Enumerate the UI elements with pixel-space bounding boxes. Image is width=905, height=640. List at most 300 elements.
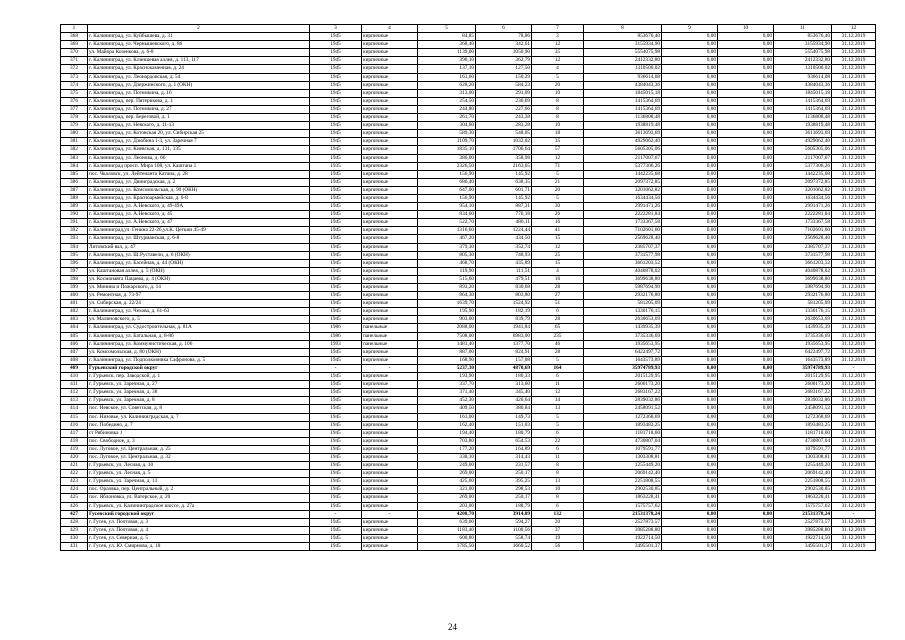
table-cell: 283,28 xyxy=(476,122,532,130)
table-cell: 31.12.2019 xyxy=(832,138,876,146)
table-cell: 5237,30 xyxy=(418,364,476,372)
table-cell: 35974789,93 xyxy=(774,364,832,372)
table-cell: 0,00 xyxy=(662,97,718,105)
table-cell: кирпичные xyxy=(362,41,418,49)
table-cell: 368,40 xyxy=(418,41,476,49)
table-cell: 31.12.2019 xyxy=(832,81,876,89)
table-cell: 1945 xyxy=(310,429,362,437)
table-cell: 1945 xyxy=(310,300,362,308)
table-cell: кирпичные xyxy=(362,421,418,429)
table-cell: ул. Минина и Пожарского, д. 14 xyxy=(88,284,310,292)
table-cell: 452,30 xyxy=(418,397,476,405)
table-cell: 1310500,02 xyxy=(774,65,832,73)
table-cell: 31.12.2019 xyxy=(832,49,876,57)
table-cell: 31.12.2019 xyxy=(832,57,876,65)
table-cell: 403 xyxy=(61,316,88,324)
table-cell: 0,00 xyxy=(718,122,774,130)
table-cell: 227,66 xyxy=(476,105,532,113)
table-cell: кирпичные xyxy=(362,478,418,486)
table-cell: - xyxy=(310,364,362,372)
table-cell: 703,80 xyxy=(418,437,476,445)
table-cell: 16 xyxy=(532,275,584,283)
table-cell: кирпичные xyxy=(362,186,418,194)
table-cell: 313,60 xyxy=(476,381,532,389)
table-cell: 12 xyxy=(532,57,584,65)
table-row xyxy=(61,381,876,389)
table-cell: 194,40 xyxy=(418,429,476,437)
table-cell: 31.12.2019 xyxy=(832,332,876,340)
table-cell: 161,60 xyxy=(418,73,476,81)
table-cell: кирпичные xyxy=(362,284,418,292)
table-cell: 2600173,20 xyxy=(584,381,662,389)
table-cell: 31.12.2019 xyxy=(832,324,876,332)
table-cell: 0,00 xyxy=(718,194,774,202)
table-cell: 1442235,68 xyxy=(584,170,662,178)
table-cell: 1845015,18 xyxy=(584,89,662,97)
table-cell: 1415364,69 xyxy=(774,97,832,105)
table-cell: 11 xyxy=(532,453,584,461)
table-cell: 1330176,15 xyxy=(584,308,662,316)
table-cell: 1945 xyxy=(310,462,362,470)
table-cell: 31.12.2019 xyxy=(832,73,876,81)
table-cell: 853676,40 xyxy=(584,33,662,41)
table-cell: 0,00 xyxy=(718,89,774,97)
table-cell: 31.12.2019 xyxy=(832,405,876,413)
table-row xyxy=(61,437,876,445)
table-cell: 0,00 xyxy=(718,332,774,340)
table-cell: 3155934,90 xyxy=(774,41,832,49)
table-cell: 21531378,24 xyxy=(774,510,832,518)
table-cell: 57 xyxy=(532,146,584,154)
table-cell: 1893483,25 xyxy=(774,421,832,429)
table-cell: 1330176,15 xyxy=(774,308,832,316)
table-cell: 392 xyxy=(61,227,88,235)
table-cell: 13 xyxy=(532,405,584,413)
table-cell: 0,00 xyxy=(718,130,774,138)
table-cell: 1945 xyxy=(310,397,362,405)
table-cell: 0,00 xyxy=(662,89,718,97)
table-cell: 358,98 xyxy=(476,154,532,162)
table-cell: 372 xyxy=(61,65,88,73)
table-cell: 1945 xyxy=(310,57,362,65)
table-cell: 10 xyxy=(532,486,584,494)
table-cell: 4 xyxy=(532,65,584,73)
table-cell: 654,53 xyxy=(476,437,532,445)
table-cell: 401 xyxy=(61,300,88,308)
table-cell: 31.12.2019 xyxy=(832,203,876,211)
table-cell: 1945 xyxy=(310,453,362,461)
table-cell: 426 xyxy=(61,502,88,510)
table-cell: 370 xyxy=(61,49,88,57)
table-cell: 0,00 xyxy=(662,130,718,138)
table-cell: 7102601,60 xyxy=(774,227,832,235)
table-cell: 1845015,18 xyxy=(774,89,832,97)
table-cell: 2630653,69 xyxy=(584,316,662,324)
table-cell: 1945 xyxy=(310,421,362,429)
table-cell: 18 xyxy=(532,130,584,138)
table-cell: кирпичные xyxy=(362,130,418,138)
table-cell: г. Калининград, ул. Коммунистическая, д. 106 xyxy=(88,340,310,348)
table-cell: кирпичные xyxy=(362,259,418,267)
page-number: 24 xyxy=(448,622,457,632)
table-row xyxy=(61,284,876,292)
table-cell: 111,51 xyxy=(476,267,532,275)
table-cell: 5605305,06 xyxy=(584,146,662,154)
table-cell: 0,00 xyxy=(662,308,718,316)
table-cell: 411 xyxy=(61,381,88,389)
table-cell: 1945 xyxy=(310,526,362,534)
table-cell: 2251808,55 xyxy=(584,478,662,486)
table-cell: 3735336,69 xyxy=(584,332,662,340)
table-cell: 31.12.2019 xyxy=(832,429,876,437)
table-cell: 25 xyxy=(532,251,584,259)
table-cell: 584,23 xyxy=(476,81,532,89)
table-cell: 0,00 xyxy=(718,203,774,211)
table-cell: 269,00 xyxy=(418,494,476,502)
table-cell: 405 xyxy=(61,332,88,340)
table-cell: 30 xyxy=(532,203,584,211)
table-cell: 31.12.2019 xyxy=(832,470,876,478)
table-row xyxy=(61,235,876,243)
table-cell: 2458091,52 xyxy=(774,405,832,413)
table-cell: 1945 xyxy=(310,203,362,211)
table-cell: 805,30 xyxy=(418,251,476,259)
table-cell: кирпичные xyxy=(362,178,418,186)
table-row xyxy=(61,300,876,308)
table-cell: кирпичные xyxy=(362,534,418,542)
table-cell: 1945 xyxy=(310,381,362,389)
table-cell: 0,00 xyxy=(662,122,718,130)
table-cell: 31.12.2019 xyxy=(832,105,876,113)
table-cell: 4040878,02 xyxy=(584,267,662,275)
table-cell: 0,00 xyxy=(718,502,774,510)
table-cell: 2991471,26 xyxy=(774,203,832,211)
table-cell: 0,00 xyxy=(662,494,718,502)
table-cell: 374 xyxy=(61,81,88,89)
table-cell: 0,00 xyxy=(718,178,774,186)
table-cell: 479,51 xyxy=(476,275,532,283)
table-cell: 581205,09 xyxy=(774,300,832,308)
table-cell: 0,00 xyxy=(718,478,774,486)
table-cell: 149,73 xyxy=(476,413,532,421)
table-cell: 31.12.2019 xyxy=(832,316,876,324)
table-cell: 31.12.2019 xyxy=(832,340,876,348)
table-cell: 2630653,69 xyxy=(774,316,832,324)
table-cell: пос. Свободное, д. 3 xyxy=(88,437,310,445)
table-cell: 71 xyxy=(532,162,584,170)
table-cell: 395,25 xyxy=(476,478,532,486)
table-cell: 0,00 xyxy=(718,373,774,381)
table-row xyxy=(61,57,876,65)
table-cell: кирпичные xyxy=(362,146,418,154)
table-cell: г. Гурьевск, ул. Заречная, д. 8 xyxy=(88,397,310,405)
table-cell: 2088,00 xyxy=(418,324,476,332)
table-cell: 0,00 xyxy=(662,405,718,413)
table-cell: г. Калининград, ул. Потемкина, д. 27 xyxy=(88,105,310,113)
table-cell: 0,00 xyxy=(718,526,774,534)
table-cell: 776,18 xyxy=(476,211,532,219)
table-cell: 26 xyxy=(532,211,584,219)
table-row xyxy=(61,162,876,170)
table-cell: Гурьевский городской округ xyxy=(88,364,310,372)
table-cell: кирпичные xyxy=(362,413,418,421)
table-cell: 15 xyxy=(532,259,584,267)
table-cell: 236,69 xyxy=(476,97,532,105)
table-cell: кирпичные xyxy=(362,502,418,510)
table-cell: 28 xyxy=(532,316,584,324)
table-cell: 423 xyxy=(61,478,88,486)
table-cell: 396 xyxy=(61,259,88,267)
table-cell: 16 xyxy=(532,219,584,227)
header-cell: 6 xyxy=(476,25,532,33)
table-cell: 145,92 xyxy=(476,194,532,202)
table-row xyxy=(61,397,876,405)
table-cell: г. Калининград, ул. Ш.Руставели, д. 6 (ОКН) xyxy=(88,251,310,259)
table-cell: 3201062,82 xyxy=(774,186,832,194)
table-cell: 377 xyxy=(61,105,88,113)
table-cell: 0,00 xyxy=(718,275,774,283)
table-cell: кирпичные xyxy=(362,57,418,65)
table-cell: 416 xyxy=(61,421,88,429)
table-cell: 0,00 xyxy=(662,534,718,542)
table-row xyxy=(61,364,876,372)
table-row xyxy=(61,89,876,97)
table-cell: 182,19 xyxy=(476,308,532,316)
table-cell: 0,00 xyxy=(662,429,718,437)
table-cell: 3661203,52 xyxy=(584,259,662,267)
table-row xyxy=(61,526,876,534)
table-cell: - xyxy=(310,510,362,518)
table-cell: 31.12.2019 xyxy=(832,122,876,130)
table-cell: 31.12.2019 xyxy=(832,308,876,316)
table-row xyxy=(61,194,876,202)
table-cell: 298,53 xyxy=(476,486,532,494)
table-cell: 430 xyxy=(61,534,88,542)
table-cell: 0,00 xyxy=(718,81,774,89)
table-cell: кирпичные xyxy=(362,33,418,41)
table-cell: 28 xyxy=(532,348,584,356)
table-cell: 0,00 xyxy=(662,138,718,146)
table-cell: 371 xyxy=(61,57,88,65)
table-cell: 0,00 xyxy=(662,470,718,478)
header-cell: 11 xyxy=(774,25,832,33)
table-cell: 4870,69 xyxy=(476,364,532,372)
table-row xyxy=(61,470,876,478)
table-cell: г. Калининград, ул. Чернышевского, д. 86 xyxy=(88,41,310,49)
table-cell: 12 xyxy=(532,389,584,397)
table-cell: г. Калининград, ул. Клиншевая аллея, д. 113, 117 xyxy=(88,57,310,65)
table-cell: 376 xyxy=(61,97,88,105)
table-cell: 3201062,82 xyxy=(584,186,662,194)
table-cell: 188,79 xyxy=(476,502,532,510)
table-cell: 0,00 xyxy=(718,486,774,494)
table-cell: 558,74 xyxy=(476,534,532,542)
table-cell: 0,00 xyxy=(662,146,718,154)
table-cell: 0,00 xyxy=(718,292,774,300)
table-cell: 468,70 xyxy=(418,259,476,267)
table-cell: 0,00 xyxy=(718,453,774,461)
table-cell: 1945 xyxy=(310,41,362,49)
table-cell: 393 xyxy=(61,235,88,243)
table-cell: 1945 xyxy=(310,251,362,259)
table-cell: 384 xyxy=(61,162,88,170)
table-cell: 31.12.2019 xyxy=(832,494,876,502)
table-cell: 304,60 xyxy=(418,122,476,130)
table-cell: 2839032,86 xyxy=(584,397,662,405)
table-cell: кирпичные xyxy=(362,97,418,105)
table-cell: 594,27 xyxy=(476,518,532,526)
table-cell: 0,00 xyxy=(718,227,774,235)
table-cell: 0,00 xyxy=(662,186,718,194)
table-cell: 1945 xyxy=(310,138,362,146)
table-cell: 20 xyxy=(532,186,584,194)
table-cell: 19 xyxy=(532,534,584,542)
table-cell: 22 xyxy=(532,437,584,445)
table-cell: кирпичные xyxy=(362,203,418,211)
table-cell: 522,70 xyxy=(418,219,476,227)
table-cell: 2015129,95 xyxy=(774,373,832,381)
table-cell: 853676,40 xyxy=(774,33,832,41)
table-cell: 1316,60 xyxy=(418,227,476,235)
table-cell: 2097372,85 xyxy=(774,178,832,186)
table-cell: 2015129,95 xyxy=(584,373,662,381)
table-row xyxy=(61,486,876,494)
table-cell: кирпичные xyxy=(362,543,418,551)
table-cell: панельные xyxy=(362,324,418,332)
table-cell: 0,00 xyxy=(662,178,718,186)
table-cell: 156,90 xyxy=(418,170,476,178)
table-cell: 5987694,90 xyxy=(584,284,662,292)
table-cell: г. Калининград, ул. Краснокаменная, д. 24 xyxy=(88,65,310,73)
table-cell: 0,00 xyxy=(662,381,718,389)
table-cell: 515,60 xyxy=(418,275,476,283)
table-cell: 0,00 xyxy=(662,324,718,332)
table-cell: кирпичные xyxy=(362,494,418,502)
table-cell: 168,90 xyxy=(418,356,476,364)
table-cell: 1945 xyxy=(310,219,362,227)
table-cell: 2569628,40 xyxy=(774,235,832,243)
table-cell: г. Гурьевск, ул. Калининградское шоссе, д. 27а xyxy=(88,502,310,510)
table-row xyxy=(61,316,876,324)
table-cell: 0,00 xyxy=(718,300,774,308)
table-cell: 647,00 xyxy=(418,186,476,194)
table-cell: 1945 xyxy=(310,275,362,283)
table-cell: 2991471,26 xyxy=(584,203,662,211)
table-cell: 193,90 xyxy=(418,373,476,381)
header-cell: 5 xyxy=(418,25,476,33)
table-cell: г. Калининград, ул. Киевская, д. 131, 135 xyxy=(88,146,310,154)
table-cell: 0,00 xyxy=(718,65,774,73)
table-cell: 342,61 xyxy=(476,41,532,49)
table-cell: г. Калининград, ул. Чехова, д. 61-63 xyxy=(88,308,310,316)
table-cell: 3495501,37 xyxy=(584,543,662,551)
table-cell: 13 xyxy=(532,478,584,486)
table-cell: 1310500,02 xyxy=(584,65,662,73)
table-cell: 1945 xyxy=(310,33,362,41)
table-cell: 337,70 xyxy=(418,381,476,389)
table-cell: 0,00 xyxy=(718,494,774,502)
table-cell: кирпичные xyxy=(362,462,418,470)
table-cell: 0,00 xyxy=(718,518,774,526)
table-cell: 371,40 xyxy=(418,389,476,397)
table-cell: кирпичные xyxy=(362,300,418,308)
table-cell: 887,31 xyxy=(476,203,532,211)
table-cell: 420 xyxy=(61,453,88,461)
table-row xyxy=(61,534,876,542)
table-cell: 31.12.2019 xyxy=(832,478,876,486)
table-cell: 830,68 xyxy=(476,284,532,292)
table-cell: 249,00 xyxy=(418,462,476,470)
table-cell: кирпичные xyxy=(362,81,418,89)
table-cell: 6 xyxy=(532,373,584,381)
table-cell: 0,00 xyxy=(662,389,718,397)
table-cell: 3735336,69 xyxy=(774,332,832,340)
table-cell: 0,00 xyxy=(662,284,718,292)
table-cell: 0,00 xyxy=(662,114,718,122)
table-cell: 8 xyxy=(532,462,584,470)
table-cell: 2839032,86 xyxy=(774,397,832,405)
table-cell: 864,30 xyxy=(418,292,476,300)
table-cell: 1415364,69 xyxy=(584,97,662,105)
table-cell: 5 xyxy=(532,413,584,421)
table-cell: 177,20 xyxy=(418,445,476,453)
table-cell: 686,40 xyxy=(418,178,476,186)
table-cell: г. Гусев, ул. Северная, д. 5 xyxy=(88,534,310,542)
table-cell: 0,00 xyxy=(662,194,718,202)
table-cell: 1945 xyxy=(310,89,362,97)
table-cell: 291,09 xyxy=(476,89,532,97)
table-cell: 4 xyxy=(532,267,584,275)
table-cell: 1377,70 xyxy=(476,340,532,348)
table-cell: 31.12.2019 xyxy=(832,275,876,283)
table-cell: 1938819,48 xyxy=(584,122,662,130)
table-cell: кирпичные xyxy=(362,275,418,283)
table-cell: 1415364,69 xyxy=(774,105,832,113)
table-cell: 1079591,77 xyxy=(584,445,662,453)
table-cell: г. Гурьевск, ул. Заречная, д. 27 xyxy=(88,381,310,389)
table-cell: 31.12.2019 xyxy=(832,194,876,202)
table-cell: 1922714,50 xyxy=(774,534,832,542)
table-cell: 1136808,48 xyxy=(584,114,662,122)
table-cell: 0,00 xyxy=(718,437,774,445)
table-cell: 2932176,80 xyxy=(584,292,662,300)
table-cell: 1439935,39 xyxy=(584,324,662,332)
table-cell: 2902530,85 xyxy=(584,486,662,494)
table-row xyxy=(61,65,876,73)
table-cell: г. Калининград просп. Мира 108, ул. Каштана 1 xyxy=(88,162,310,170)
table-cell: 0,00 xyxy=(662,292,718,300)
table-cell: 0,00 xyxy=(718,284,774,292)
table-cell: 1945 xyxy=(310,348,362,356)
table-cell: 321,00 xyxy=(418,486,476,494)
table-cell: 434,50 xyxy=(476,235,532,243)
table-cell: ул. Комсомольская, д. 80 (ОКН) xyxy=(88,348,310,356)
table-cell: 7102601,60 xyxy=(584,227,662,235)
table-cell: 31.12.2019 xyxy=(832,373,876,381)
table-row xyxy=(61,146,876,154)
table-cell: 1945 xyxy=(310,114,362,122)
table-cell: 548,05 xyxy=(476,130,532,138)
table-cell: 1945 xyxy=(310,194,362,202)
table-cell: 12 xyxy=(532,41,584,49)
table-cell: 1945 xyxy=(310,308,362,316)
table-cell: 7508,00 xyxy=(418,332,476,340)
table-cell: 936614,08 xyxy=(774,73,832,81)
table-cell: 1634434,56 xyxy=(584,194,662,202)
table-row xyxy=(61,97,876,105)
table-cell: 31.12.2019 xyxy=(832,453,876,461)
header-cell: 10 xyxy=(718,25,774,33)
